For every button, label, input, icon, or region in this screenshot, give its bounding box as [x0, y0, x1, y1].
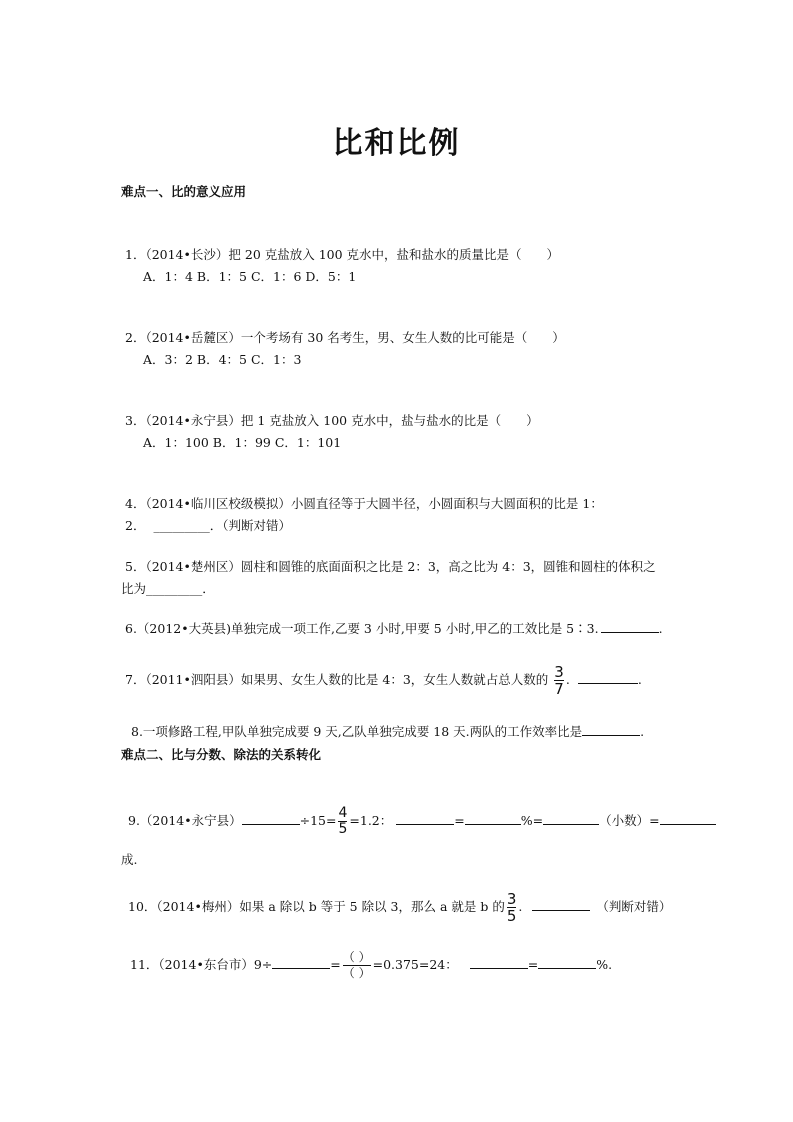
fraction-3-7	[554, 664, 564, 697]
question-9-eq1: =1.2：	[349, 813, 393, 828]
question-4-line1: 4．（2014•临川区校级模拟）小圆直径等于大圆半径，小圆面积与大圆面积的比是 1：	[125, 496, 603, 511]
question-6	[125, 619, 663, 638]
fraction-numerator-blank[interactable]: （ ）	[342, 950, 371, 964]
question-10-answer-blank[interactable]	[532, 897, 590, 911]
question-9-blank-2[interactable]	[396, 811, 454, 825]
question-8	[131, 722, 644, 741]
question-5-line2	[121, 579, 215, 597]
question-1-stem: 1．（2014•长沙）把 20 克盐放入 100 克水中，盐和盐水的质量比是（ ）	[125, 247, 560, 262]
question-7-answer-blank[interactable]	[578, 670, 638, 684]
fraction-3-5	[507, 891, 517, 924]
question-9-blank-3[interactable]	[465, 811, 521, 825]
question-9-blank-5[interactable]	[660, 811, 716, 825]
question-7-end: .	[637, 672, 642, 687]
question-7-mid: .	[565, 672, 570, 687]
question-10-text: 10．（2014•梅州）如果 a 除以 b 等于 5 除以 3，那么 a 就是 b 的	[128, 899, 505, 914]
question-9-blank-4[interactable]	[543, 811, 599, 825]
question-6-text: 6.（2012•大英县)单独完成一项工作,乙要 3 小时,甲要 5 小时,甲乙的工效比是 5∶3.	[125, 621, 599, 636]
question-5-answer-blank[interactable]: _________	[146, 581, 203, 596]
question-11-end: %.	[596, 957, 613, 972]
question-9-dec: （小数）=	[599, 813, 660, 828]
fraction-denominator: 5	[506, 907, 517, 925]
question-8-end: .	[640, 724, 645, 739]
question-4-line2	[125, 516, 291, 534]
question-1-options: A．1：4 B．1：5 C．1：6 D．5：1	[143, 269, 357, 284]
question-6-end: .	[658, 621, 663, 636]
fraction-numerator: 3	[506, 890, 517, 908]
question-10-end: （判断对错）	[596, 899, 672, 914]
question-8-text: 8.一项修路工程,甲队单独完成要 9 天,乙队单独完成要 18 天.两队的工作效率比是	[131, 724, 583, 739]
question-3-stem: 3．（2014•永宁县）把 1 克盐放入 100 克水中，盐与盐水的比是（ ）	[125, 413, 539, 428]
section-heading-1: 难点一、比的意义应用	[121, 184, 247, 199]
question-11	[130, 950, 612, 981]
question-5-line1: 5．（2014•楚州区）圆柱和圆锥的底面面积之比是 2：3，高之比为 4：3，圆锥和圆柱的体积之	[125, 559, 656, 574]
section-heading-2: 难点二、比与分数、除法的关系转化	[121, 747, 322, 762]
question-3-options: A．1：100 B．1：99 C．1：101	[143, 435, 342, 450]
question-9	[128, 806, 716, 837]
question-7-text: 7．（2011•泗阳县）如果男、女生人数的比是 4：3，女生人数就占总人数的	[125, 672, 549, 687]
question-11-eq3: =	[527, 957, 539, 972]
question-11-blank-1[interactable]	[272, 955, 330, 969]
fraction-numerator: 3	[554, 663, 564, 681]
question-9-blank-1[interactable]	[242, 811, 300, 825]
question-5-line2-start: 比为	[121, 581, 147, 596]
question-4-line2-end: ．（判断对错）	[209, 518, 291, 533]
question-9-prefix: 9.（2014•永宁县）	[128, 813, 242, 828]
question-11-eq2: =0.375=24：	[372, 957, 458, 972]
question-10	[128, 891, 671, 924]
question-4-answer-blank[interactable]: _________	[153, 518, 210, 533]
question-9-pct: %=	[520, 813, 544, 828]
question-2-options: A．3：2 B．4：5 C．1：3	[143, 352, 302, 367]
fraction-blank	[343, 950, 371, 981]
question-9-div: ÷15=	[299, 813, 337, 828]
fraction-denominator: 7	[554, 680, 564, 698]
question-5-line2-end: ．	[202, 581, 215, 596]
fraction-4-5	[338, 806, 347, 837]
question-11-blank-3[interactable]	[538, 955, 596, 969]
question-8-answer-blank[interactable]	[582, 722, 640, 736]
question-9-line2: 成.	[121, 852, 138, 867]
question-11-prefix: 11．（2014•东台市）9÷	[130, 957, 273, 972]
question-10-mid: .	[518, 899, 523, 914]
question-6-answer-blank[interactable]	[601, 619, 659, 633]
fraction-numerator: 4	[338, 805, 348, 821]
question-4-line2-start: 2．	[125, 518, 146, 533]
fraction-denominator: 5	[338, 821, 348, 837]
question-2-stem: 2．（2014•岳麓区）一个考场有 30 名考生，男、女生人数的比可能是（ ）	[125, 330, 565, 345]
question-9-eq2: =	[454, 813, 465, 828]
question-11-eq1: =	[330, 957, 341, 972]
question-11-blank-2[interactable]	[470, 955, 528, 969]
page-title: 比和比例	[332, 126, 461, 161]
question-7	[125, 664, 642, 697]
fraction-denominator-blank[interactable]: （ ）	[342, 966, 371, 980]
